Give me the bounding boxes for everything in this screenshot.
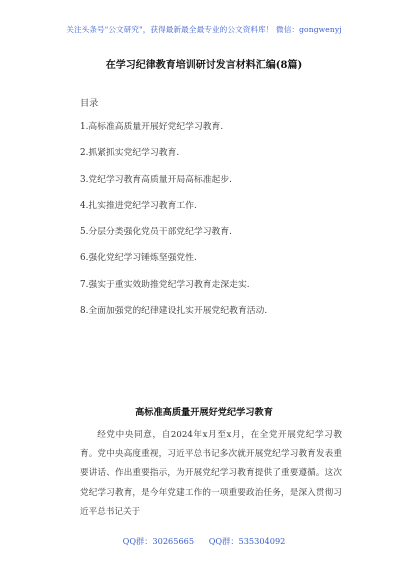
table-of-contents	[80, 119, 380, 329]
document-title: 在学习纪律教育培训研讨发言材料汇编(8篇)	[105, 60, 303, 71]
footer-qq-group-2: QQ群：535304092	[208, 536, 286, 546]
section-body: 经党中央同意，自2024年x月至x月，在全党开展党纪学习教育。党中央高度重视，习近平总书记多次就开展党纪学习教育发表重要讲话、作出重要指示，为开展党纪学习教育提供了重要遵循。这次党纪学习教育，是今年党建工作的一项重要政治任务，是深入贯彻习近平总书记关于	[80, 430, 342, 517]
toc-item: 5.分层分类强化党员干部党纪学习教育.	[80, 227, 232, 238]
toc-item: 8.全面加强党的纪律建设扎实开展党纪教育活动.	[80, 306, 268, 317]
toc-heading: 目录	[80, 98, 99, 109]
header-note: 关注头条号"公文研究"，获得最新最全最专业的公文资料库！ 微信：gongwenyj	[66, 25, 342, 34]
section-title: 高标准高质量开展好党纪学习教育	[135, 407, 273, 418]
toc-item: 3.党纪学习教育高质量开局高标准起步.	[80, 174, 232, 185]
toc-item: 7.强实于重实效助推党纪学习教育走深走实.	[80, 279, 250, 290]
toc-item: 6.强化党纪学习锤炼坚强党性.	[80, 253, 197, 264]
toc-item: 1.高标准高质量开展好党纪学习教育.	[80, 122, 224, 132]
footer-contact	[0, 536, 408, 547]
footer-qq-group-1: QQ群：30265665	[122, 536, 195, 546]
toc-item: 2.抓紧抓实党纪学习教育.	[80, 148, 180, 159]
toc-item: 4.扎实推进党纪学习教育工作.	[80, 200, 197, 211]
